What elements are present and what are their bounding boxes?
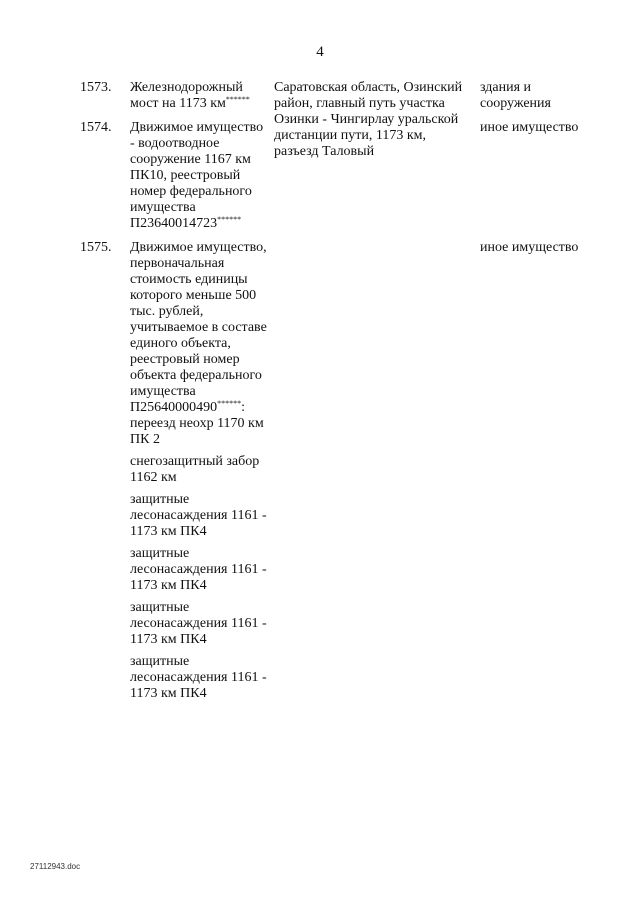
footer-filename: 27112943.doc xyxy=(30,862,81,871)
name-segment xyxy=(130,600,268,648)
name-text: Движимое имущество - водоотводное сооружение 1167 км ПК10, реестровый номер федерального имущества П23640014723 xyxy=(130,120,264,231)
name-text: снегозащитный забор 1162 км xyxy=(130,454,260,485)
page-number: 4 xyxy=(316,44,324,60)
name-segment xyxy=(130,120,268,232)
table-row xyxy=(80,240,580,702)
name-segment xyxy=(130,454,268,486)
name-text: защитные лесонасаждения 1161 - 1173 км ПК4 xyxy=(130,492,267,539)
object-address: Саратовская область, Озинский район, главный путь участка Озинки - Чингирлау уральской дистанции пути, 1173 км, разъезд Таловый xyxy=(274,80,463,159)
name-text: защитные лесонасаждения 1161 - 1173 км ПК4 xyxy=(130,654,267,701)
name-text-after: : переезд неохр 1170 км ПК 2 xyxy=(130,400,264,447)
row-number: 1573. xyxy=(80,80,112,95)
object-name xyxy=(130,240,268,702)
property-table xyxy=(80,80,580,710)
name-segment xyxy=(130,240,268,448)
object-type: иное имущество xyxy=(480,240,579,255)
object-name xyxy=(130,80,268,112)
footnote-marker: ****** xyxy=(225,95,250,104)
table-row xyxy=(80,120,580,232)
name-text: Движимое имущество, первоначальная стоимость единицы которого меньше 500 тыс. рублей, учитываемое в составе единого объекта, реестровый номер объекта федерального имущества П25640000490 xyxy=(130,240,267,415)
name-segment xyxy=(130,80,268,112)
object-type: иное имущество xyxy=(480,120,579,135)
footnote-marker: ****** xyxy=(217,215,242,224)
row-number: 1574. xyxy=(80,120,112,135)
name-text: защитные лесонасаждения 1161 - 1173 км ПК4 xyxy=(130,600,267,647)
footnote-marker: ****** xyxy=(217,399,242,408)
object-type: здания и сооружения xyxy=(480,80,551,111)
name-segment xyxy=(130,492,268,540)
row-number: 1575. xyxy=(80,240,112,255)
name-text: Железнодорожный мост на 1173 км xyxy=(130,80,243,111)
name-text: защитные лесонасаждения 1161 - 1173 км ПК4 xyxy=(130,546,267,593)
name-segment xyxy=(130,654,268,702)
object-name xyxy=(130,120,268,232)
name-segment xyxy=(130,546,268,594)
